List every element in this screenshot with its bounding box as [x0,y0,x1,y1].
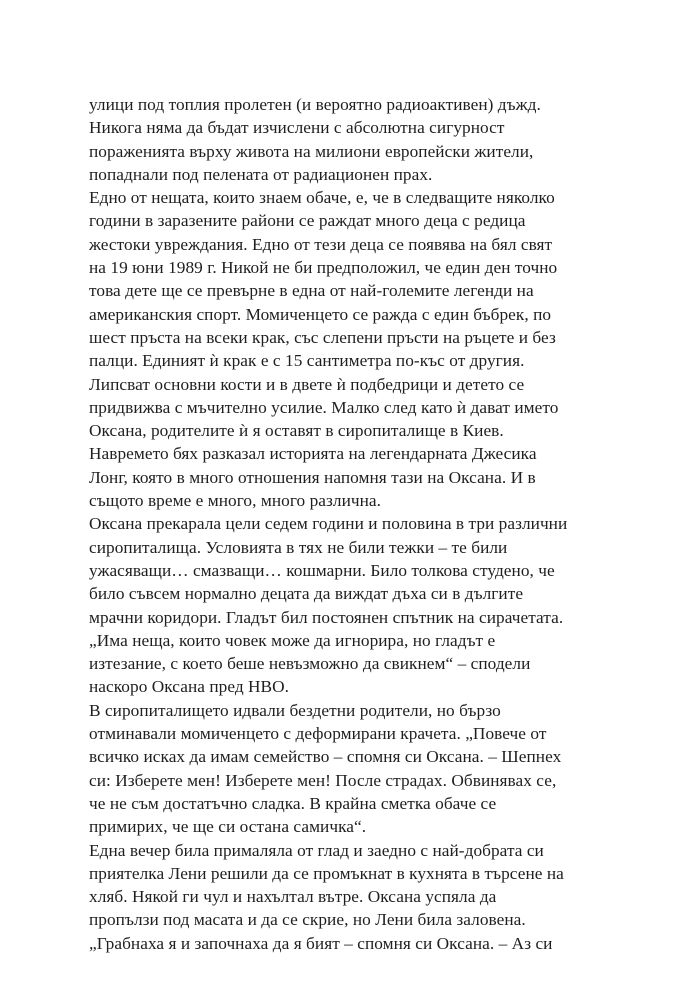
text-line: мрачни коридори. Гладът бил постоянен спътник на сирачетата. [89,607,564,627]
text-line: изтезание, с което беше невъзможно да свикнем“ – сподели [89,654,531,674]
text-line: пропълзи под масата и да се скрие, но Лени била заловена. [89,910,526,930]
text-line: „Грабнаха я и започнаха да я бият – спомня си Оксана. – Аз си [89,933,553,953]
text-line: години в заразените райони се раждат много деца с редица [89,211,526,231]
text-line: Никога няма да бъдат изчислени с абсолютна сигурност [89,118,505,138]
text-line: жестоки увреждания. Едно от тези деца се появява на бял свят [89,234,553,254]
text-line: си: Изберете мен! Изберете мен! После страдах. Обвинявах се, [89,770,557,790]
text-line: Оксана, родителите ѝ я оставят в сиропиталище в Киев. [89,421,504,441]
text-line: В сиропиталището идвали бездетни родители, но бързо [89,700,501,720]
text-line: на 19 юни 1989 г. Никой не би предположил, че един ден точно [89,258,558,278]
text-line: че не съм достатъчно сладка. В крайна сметка обаче се [89,793,497,813]
text-line: попаднали под пелената от радиационен прах. [89,164,433,184]
text-line: Лонг, която в много отношения напомня тази на Оксана. И в [89,467,536,487]
text-line: всичко исках да имам семейство – спомня си Оксана. – Шепнех [89,747,562,767]
text-line: това дете ще се превърне в една от най-големите легенди на [89,281,534,301]
text-line: Навремето бях разказал историята на легендарната Джесика [89,444,537,464]
text-line: примирих, че ще си остана самичка“. [89,817,367,837]
text-line: сиропиталища. Условията в тях не били тежки – те били [89,537,508,557]
text-line: Едно от нещата, които знаем обаче, е, че в следващите няколко [89,188,555,208]
text-line: наскоро Оксана пред HBO. [89,677,290,697]
text-line: шест пръста на всеки крак, със слепени пръсти на ръцете и без [89,327,556,347]
text-line: било съвсем нормално децата да виждат дъха си в дългите [89,584,524,604]
text-line: американския спорт. Момиченцето се ражда с един бъбрек, по [89,304,552,324]
text-line: „Има неща, които човек може да игнорира, но гладът е [89,630,496,650]
text-line: палци. Единият ѝ крак е с 15 сантиметра по-къс от другия. [89,351,525,371]
text-line: хляб. Някой ги чул и нахълтал вътре. Оксана успяла да [89,887,497,907]
text-line: ужасяващи… смазващи… кошмарни. Било толкова студено, че [89,560,555,580]
body-text [89,93,629,955]
text-line: придвижва с мъчително усилие. Малко след като ѝ дават името [89,397,559,417]
text-line: Липсват основни кости и в двете ѝ подбедрици и детето се [89,374,525,394]
text-line: същото време е много, много различна. [89,491,381,511]
text-line: отминавали момиченцето с деформирани крачета. „Повече от [89,724,547,744]
text-line: пораженията върху живота на милиони европейски жители, [89,141,534,161]
text-line: Една вечер била прималяла от глад и заедно с най-добрата си [89,840,544,860]
text-line: улици под топлия пролетен (и вероятно радиоактивен) дъжд. [89,95,541,114]
text-line: приятелка Лени решили да се промъкнат в кухнята в търсене на [89,863,564,883]
text-line: Оксана прекарала цели седем години и половина в три различни [89,514,568,534]
